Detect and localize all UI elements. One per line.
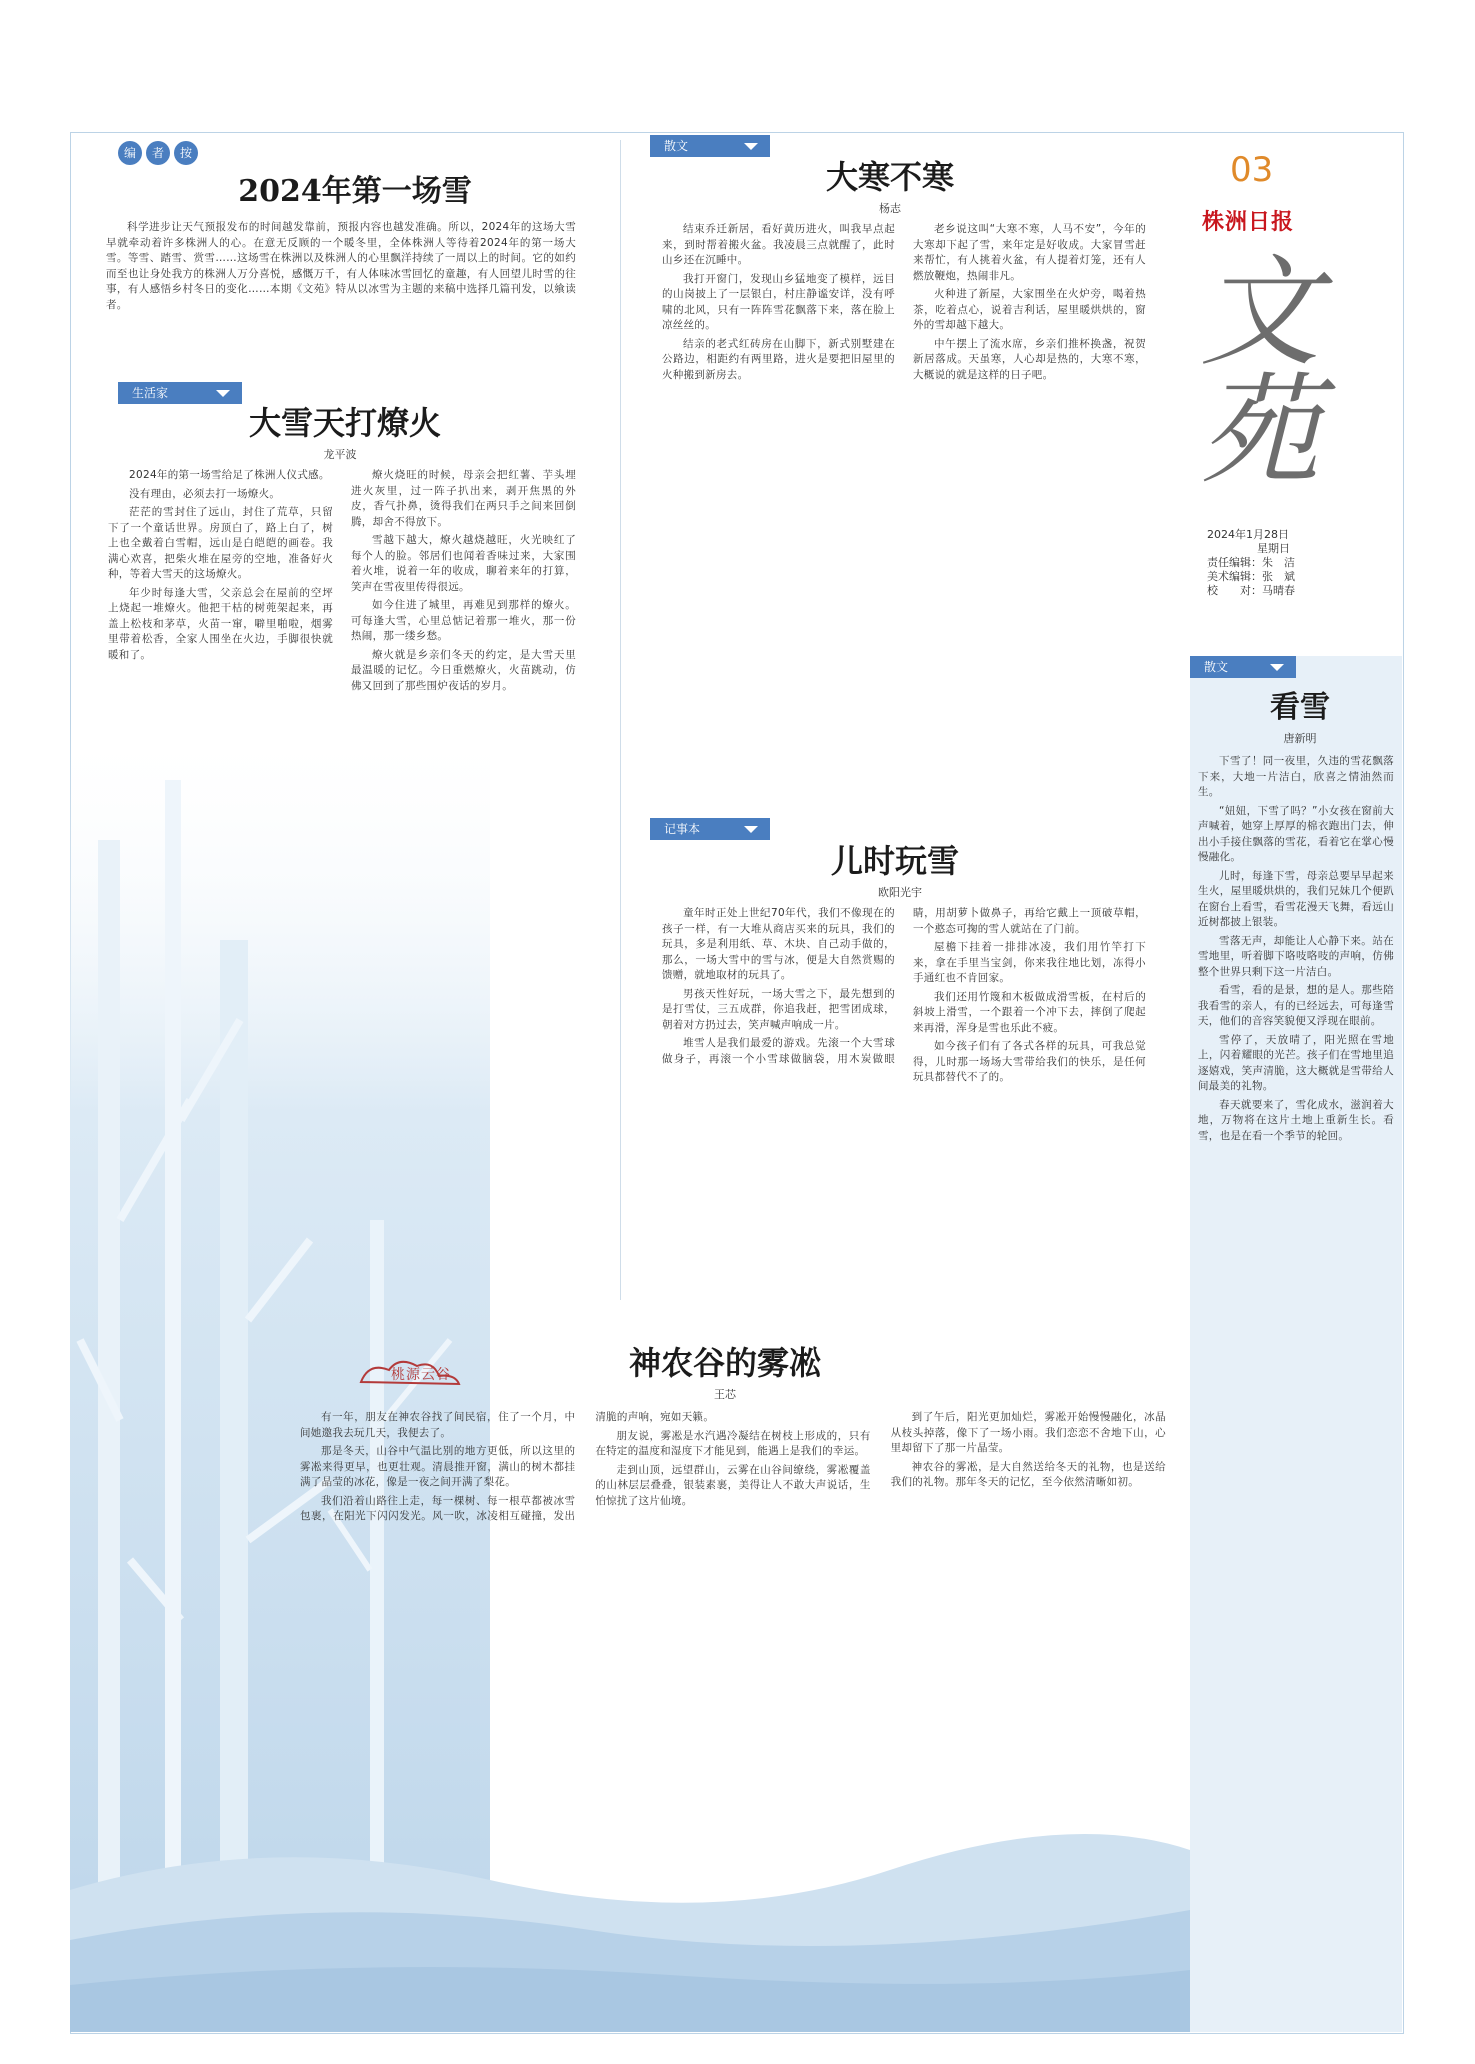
paragraph: 春天就要来了，雪化成水，滋润着大地，万物将在这片土地上重新生长。看雪，也是在看一个季节的轮回。	[1198, 1098, 1394, 1142]
section-tag-record	[650, 818, 770, 840]
paragraph: 堆雪人是我们最爱的游戏。先滚一个大雪球做身子，再滚一个小雪球做脑袋，用木炭做眼睛，用胡萝卜做鼻子，再给它戴上一顶破草帽，一个憨态可掬的雪人就站在了门前。	[662, 907, 1146, 1065]
editor-note-text	[106, 220, 576, 330]
paragraph: 年少时每逢大雪，父亲总会在屋前的空坪上烧起一堆燎火。他把干枯的树蔸架起来，再盖上松枝和茅草，火苗一窜，噼里啪啦，烟雾里带着松香，全家人围坐在火边，手脚很快就暖和了。	[108, 586, 333, 661]
paragraph: 看雪，看的是景，想的是人。那些陪我看雪的亲人，有的已经远去，可每逢雪天，他们的音容笑貌便又浮现在眼前。	[1198, 984, 1394, 1027]
editor-note-badge: 编	[118, 141, 142, 165]
editor-note-badges	[118, 141, 198, 165]
paragraph: 儿时，每逢下雪，母亲总要早早起来生火，屋里暖烘烘的，我们兄妹几个便趴在窗台上看雪，看雪花漫天飞舞，看远山近树都披上银装。	[1198, 869, 1394, 928]
issue-info	[1207, 528, 1295, 598]
issue-weekday: 星期日	[1257, 542, 1290, 555]
article-fire-body	[108, 468, 576, 1270]
paragraph: 神农谷的雾凇，是大自然送给冬天的礼物，也是送给我们的礼物。那年冬天的记忆，至今依然清晰如初。	[890, 1460, 1166, 1488]
article-fire-author: 龙平波	[323, 448, 357, 461]
paragraph: 我们还用竹篾和木板做成滑雪板，在村后的斜坡上滑雪，一个跟着一个冲下去，摔倒了爬起来再滑，浑身是雪也乐此不疲。	[913, 990, 1146, 1034]
paragraph: 燎火就是乡亲们冬天的约定，是大雪天里最温暖的记忆。今日重燃燎火，火苗跳动，仿佛又回到了那些围炉夜话的岁月。	[351, 648, 576, 692]
paragraph: 2024年的第一场雪给足了株洲人仪式感。	[129, 469, 330, 481]
paragraph: 男孩天性好玩，一场大雪之下，最先想到的是打雪仗，三五成群，你追我赶，把雪团成球，朝着对方扔过去，笑声喊声响成一片。	[662, 987, 895, 1031]
paragraph: 童年时正处上世纪70年代，我们不像现在的孩子一样，有一大堆从商店买来的玩具，我们的玩具，多是利用纸、草、木块、自己动手做的，那么，一场大雪中的雪与冰，便是大自然赏赐的馈赠，就地取材的玩具了。	[662, 907, 895, 981]
paragraph: 我打开窗门，发现山乡猛地变了模样，远目的山岗披上了一层银白，村庄静谧安详，没有呼啸的北风，只有一阵阵雪花飘落下来，落在脸上凉丝丝的。	[662, 272, 895, 331]
article-fog-author: 王芯	[714, 1388, 736, 1401]
paper-name-logo: 株洲日报	[1202, 209, 1295, 235]
section-tag-essay	[650, 135, 770, 157]
editor-credit: 责任编辑：朱 洁	[1207, 556, 1295, 569]
paragraph: 走到山顶，远望群山，云雾在山谷间缭绕，雾凇覆盖的山林层层叠叠，银装素裹，美得让人不敢大声说话，生怕惊扰了这片仙境。	[595, 1463, 871, 1507]
article-childhood-author: 欧阳光宇	[878, 886, 922, 899]
taoyuan-yungu-logo	[355, 1352, 495, 1392]
paragraph: 雪停了，天放晴了，阳光照在雪地上，闪着耀眼的光芒。孩子们在雪地里追逐嬉戏，笑声清脆，这大概就是雪带给人间最美的礼物。	[1198, 1033, 1394, 1092]
paragraph: 结亲的老式红砖房在山脚下，新式别墅建在公路边，相距约有两里路，进火是要把旧屋里的火种搬到新房去。	[662, 337, 895, 381]
paragraph: 下雪了！同一夜里，久违的雪花飘落下来，大地一片洁白，欣喜之情油然而生。	[1198, 755, 1394, 798]
art-editor-credit: 美术编辑：张 斌	[1207, 570, 1295, 583]
paragraph: 我们沿着山路往上走，每一棵树、每一根草都被冰雪包裹，在阳光下闪闪发光。风一吹，冰凌相互碰撞，发出清脆的声响，宛如天籁。	[300, 1411, 715, 1522]
issue-date: 2024年1月28日	[1207, 528, 1289, 541]
tag-label: 记事本	[664, 822, 701, 836]
section-tag-essay-sidebar	[1190, 656, 1296, 678]
editor-note-paragraph: 科学进步让天气预报发布的时间越发靠前，预报内容也越发准确。所以，2024年的这场大雪早就牵动着许多株洲人的心。在意无反顾的一个暖冬里，全体株洲人等待着2024年的第一场大雪。等雪、踏雪、赏雪……这场雪在株洲以及株洲人的心里飘洋持续了一周以上的时间。它的如约而至也让身处我方的株洲人万分喜悦，感慨万千，有人体味冰雪回忆的童趣，有人回望儿时雪的往事，有人感悟乡村冬日的变化……本期《文苑》特从以冰雪为主题的来稿中选择几篇刊发，以飨读者。	[106, 221, 576, 311]
tag-arrow-icon	[744, 826, 758, 833]
article-childhood-body	[662, 906, 1146, 1280]
tag-label: 散文	[1204, 660, 1229, 674]
article-view-title: 看雪	[1270, 690, 1330, 725]
tag-label: 生活家	[132, 386, 169, 400]
paragraph: 雪越下越大，燎火越烧越旺，火光映红了每个人的脸。邻居们也闻着香味过来，大家围着火堆，说着一年的收成，聊着来年的打算，笑声在雪夜里传得很远。	[351, 534, 576, 593]
paragraph: 没有理由，必须去打一场燎火。	[129, 487, 281, 500]
article-fire-title: 大雪天打燎火	[248, 404, 441, 442]
article-view-body	[1198, 754, 1394, 2022]
paragraph: 结束乔迁新居，看好黄历进火，叫我早点起来，到时帮着搬火盆。我凌晨三点就醒了，此时山乡还在沉睡中。	[662, 223, 895, 266]
paragraph: 中午摆上了流水席，乡亲们推杯换盏，祝贺新居落成。天虽寒，人心却是热的，大寒不寒，大概说的就是这样的日子吧。	[913, 337, 1146, 381]
tag-arrow-icon	[1270, 664, 1284, 671]
paragraph: 雪落无声，却能让人心静下来。站在雪地里，听着脚下咯吱咯吱的声响，仿佛整个世界只剩下这一片洁白。	[1198, 934, 1394, 978]
paragraph: 屋檐下挂着一排排冰凌，我们用竹竿打下来，拿在手里当宝剑，你来我往地比划，冻得小手通红也不肯回家。	[913, 941, 1146, 984]
paragraph: 火种进了新屋，大家围坐在火炉旁，喝着热茶，吃着点心，说着吉利话，屋里暖烘烘的，窗外的雪却越下越大。	[913, 288, 1146, 331]
editor-note-badge: 者	[146, 141, 170, 165]
paragraph: 老乡说这叫“大寒不寒，人马不安”，今年的大寒却下起了雪，来年定是好收成。大家冒雪赶来帮忙，有人挑着火盆，有人提着灯笼，还有人燃放鞭炮，热闹非凡。	[913, 223, 1146, 282]
article-cold-body	[662, 222, 1146, 778]
paragraph: 有一年，朋友在神农谷找了间民宿，住了一个月，中间她邀我去玩几天，我便去了。	[300, 1411, 576, 1439]
paragraph: “妞妞，下雪了吗？”小女孩在窗前大声喊着，她穿上厚厚的棉衣跑出门去，伸出小手接住飘落的雪花，看着它在掌心慢慢融化。	[1198, 804, 1394, 863]
tag-arrow-icon	[744, 143, 758, 150]
article-view-author: 唐新明	[1283, 732, 1317, 745]
paragraph: 如今孩子们有了各式各样的玩具，可我总觉得，儿时那一场场大雪带给我们的快乐，是任何玩具都替代不了的。	[913, 1040, 1146, 1083]
page-number: 03	[1230, 150, 1274, 190]
article-childhood-title: 儿时玩雪	[830, 842, 959, 880]
paragraph: 茫茫的雪封住了远山，封住了荒草，只留下了一个童话世界。房顶白了，路上白了，树上也全戴着白雪帽，远山是白皑皑的画卷。我满心欢喜，把柴火堆在屋旁的空地，准备好火种，等着大雪天的这场燎火。	[108, 506, 333, 580]
tag-arrow-icon	[216, 390, 230, 397]
tag-label: 散文	[664, 139, 689, 153]
column-divider	[620, 140, 621, 1300]
article-fog-title: 神农谷的雾凇	[628, 1344, 821, 1382]
logo-caption: 桃源云谷	[391, 1367, 451, 1383]
paragraph: 到了午后，阳光更加灿烂，雾凇开始慢慢融化，冰晶从枝头掉落，像下了一场小雨。我们恋恋不舍地下山，心里却留下了那一片晶莹。	[890, 1411, 1166, 1454]
editor-note-badge: 按	[174, 141, 198, 165]
paragraph: 如今住进了城里，再难见到那样的燎火。可每逢大雪，心里总惦记着那一堆火，那一份热闹，那一缕乡愁。	[351, 599, 576, 642]
paragraph: 朋友说，雾凇是水汽遇冷凝结在树枝上形成的，只有在特定的温度和湿度下才能见到，能遇上是我们的幸运。	[595, 1429, 871, 1457]
editor-note-title: 2024年第一场雪	[238, 174, 472, 209]
article-cold-author: 杨志	[879, 202, 901, 215]
article-cold-title: 大寒不寒	[825, 158, 954, 196]
paragraph: 燎火烧旺的时候，母亲会把红薯、芋头埋进火灰里，过一阵子扒出来，剥开焦黑的外皮，香气扑鼻，烫得我们在两只手之间来回倒腾，却舍不得放下。	[351, 469, 576, 528]
article-fog-body	[300, 1410, 1166, 1782]
section-title: 文苑	[1200, 244, 1316, 501]
proofreader-credit: 校 对：马晴春	[1207, 584, 1295, 597]
paragraph: 那是冬天，山谷中气温比别的地方更低，所以这里的雾凇来得更早，也更壮观。清晨推开窗，满山的树木都挂满了晶莹的冰花，像是一夜之间开满了梨花。	[300, 1445, 576, 1488]
snow-ground-illustration	[70, 1770, 1190, 2032]
